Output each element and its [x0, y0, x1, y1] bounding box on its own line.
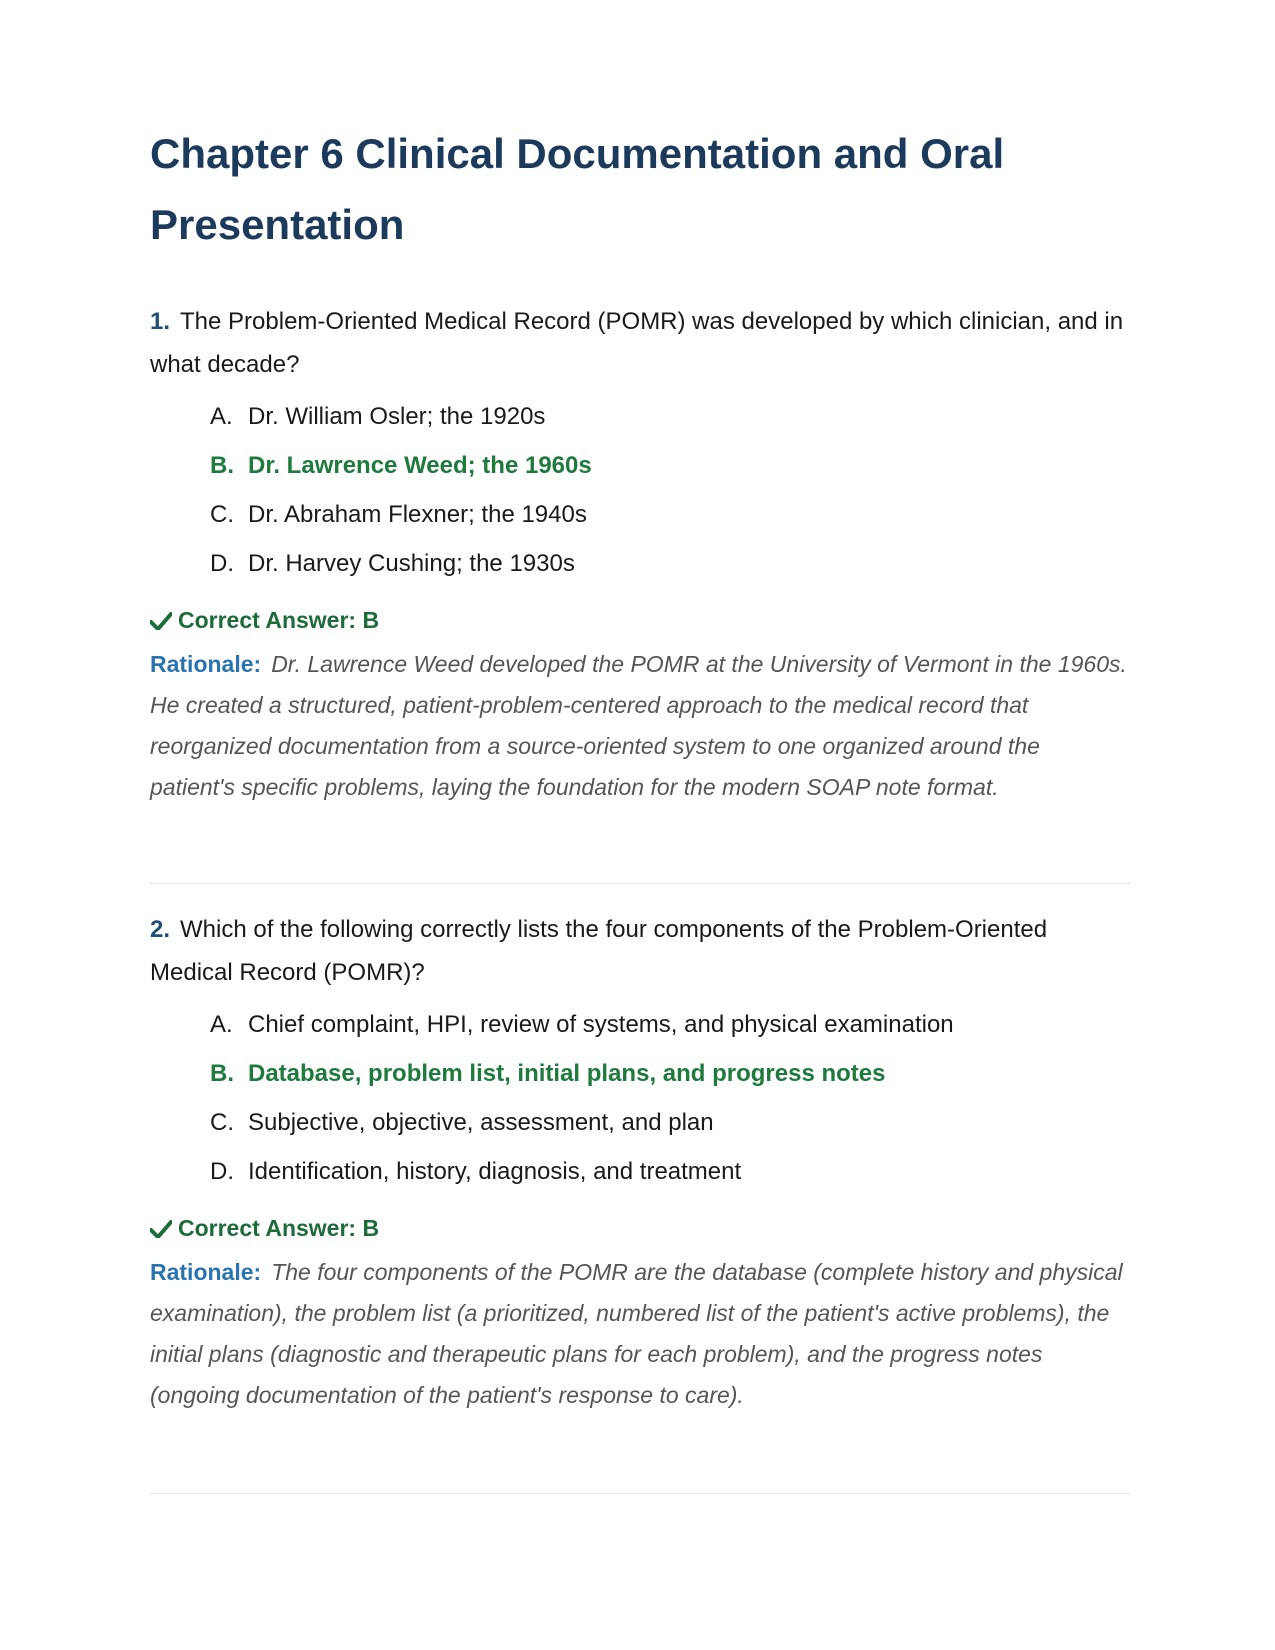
option-a: [210, 1000, 1130, 1049]
rationale: [150, 1252, 1130, 1416]
chapter-title: Chapter 6 Clinical Documentation and Oral Presentation: [150, 130, 1005, 248]
option-d: [210, 1147, 1130, 1196]
check-icon: [150, 612, 172, 630]
question-text: The Problem-Oriented Medical Record (POMR) was developed by which clinician, and in what decade?: [150, 308, 1124, 378]
option-letter: B.: [210, 452, 234, 479]
question-number: 1.: [150, 308, 171, 335]
question-1: [150, 300, 1130, 808]
option-text: Subjective, objective, assessment, and plan: [248, 1109, 714, 1136]
correct-answer-label: Correct Answer: B: [178, 1215, 380, 1241]
option-b-correct: [210, 1049, 1130, 1098]
rationale-text: Dr. Lawrence Weed developed the POMR at the University of Vermont in the 1960s. He created a structured, patient-problem-centered approach to the medical record that reorganized documentation from a source-oriented system to one organized around the patient's specific problems, laying the foundation for the modern SOAP note format.: [150, 651, 1127, 800]
option-list: [150, 1000, 1130, 1196]
question-stem: [150, 300, 1130, 386]
divider: [150, 1493, 1130, 1494]
option-text: Database, problem list, initial plans, and progress notes: [248, 1060, 886, 1087]
correct-answer: [150, 1208, 1130, 1248]
option-letter: D.: [210, 550, 234, 577]
rationale-label: Rationale:: [150, 651, 262, 677]
question-text: Which of the following correctly lists the four components of the Problem-Oriented Medical Record (POMR)?: [150, 916, 1048, 986]
option-b-correct: [210, 441, 1130, 490]
option-text: Dr. Harvey Cushing; the 1930s: [248, 550, 575, 577]
option-letter: C.: [210, 1109, 234, 1136]
divider: [150, 883, 1130, 884]
option-a: [210, 392, 1130, 441]
option-text: Identification, history, diagnosis, and treatment: [248, 1158, 742, 1185]
rationale-label: Rationale:: [150, 1259, 262, 1285]
question-stem: [150, 908, 1130, 994]
correct-answer-label: Correct Answer: B: [178, 607, 380, 633]
option-text: Dr. William Osler; the 1920s: [248, 403, 546, 430]
rationale-text: The four components of the POMR are the database (complete history and physical examination), the problem list (a prioritized, numbered list of the patient's active problems), the initial plans (diagnostic and therapeutic plans for each problem), and the progress notes (ongoing documentation of the patient's response to care).: [150, 1259, 1123, 1408]
option-letter: A.: [210, 403, 233, 430]
option-list: [150, 392, 1130, 588]
option-letter: C.: [210, 501, 234, 528]
option-text: Chief complaint, HPI, review of systems, and physical examination: [248, 1011, 954, 1038]
option-c: [210, 490, 1130, 539]
option-text: Dr. Lawrence Weed; the 1960s: [248, 452, 592, 479]
question-number: 2.: [150, 916, 171, 943]
option-letter: A.: [210, 1011, 233, 1038]
option-letter: D.: [210, 1158, 234, 1185]
correct-answer: [150, 600, 1130, 640]
check-icon: [150, 1220, 172, 1238]
option-c: [210, 1098, 1130, 1147]
question-2: [150, 908, 1130, 1416]
option-text: Dr. Abraham Flexner; the 1940s: [248, 501, 587, 528]
option-letter: B.: [210, 1060, 234, 1087]
rationale: [150, 644, 1130, 808]
option-d: [210, 539, 1130, 588]
